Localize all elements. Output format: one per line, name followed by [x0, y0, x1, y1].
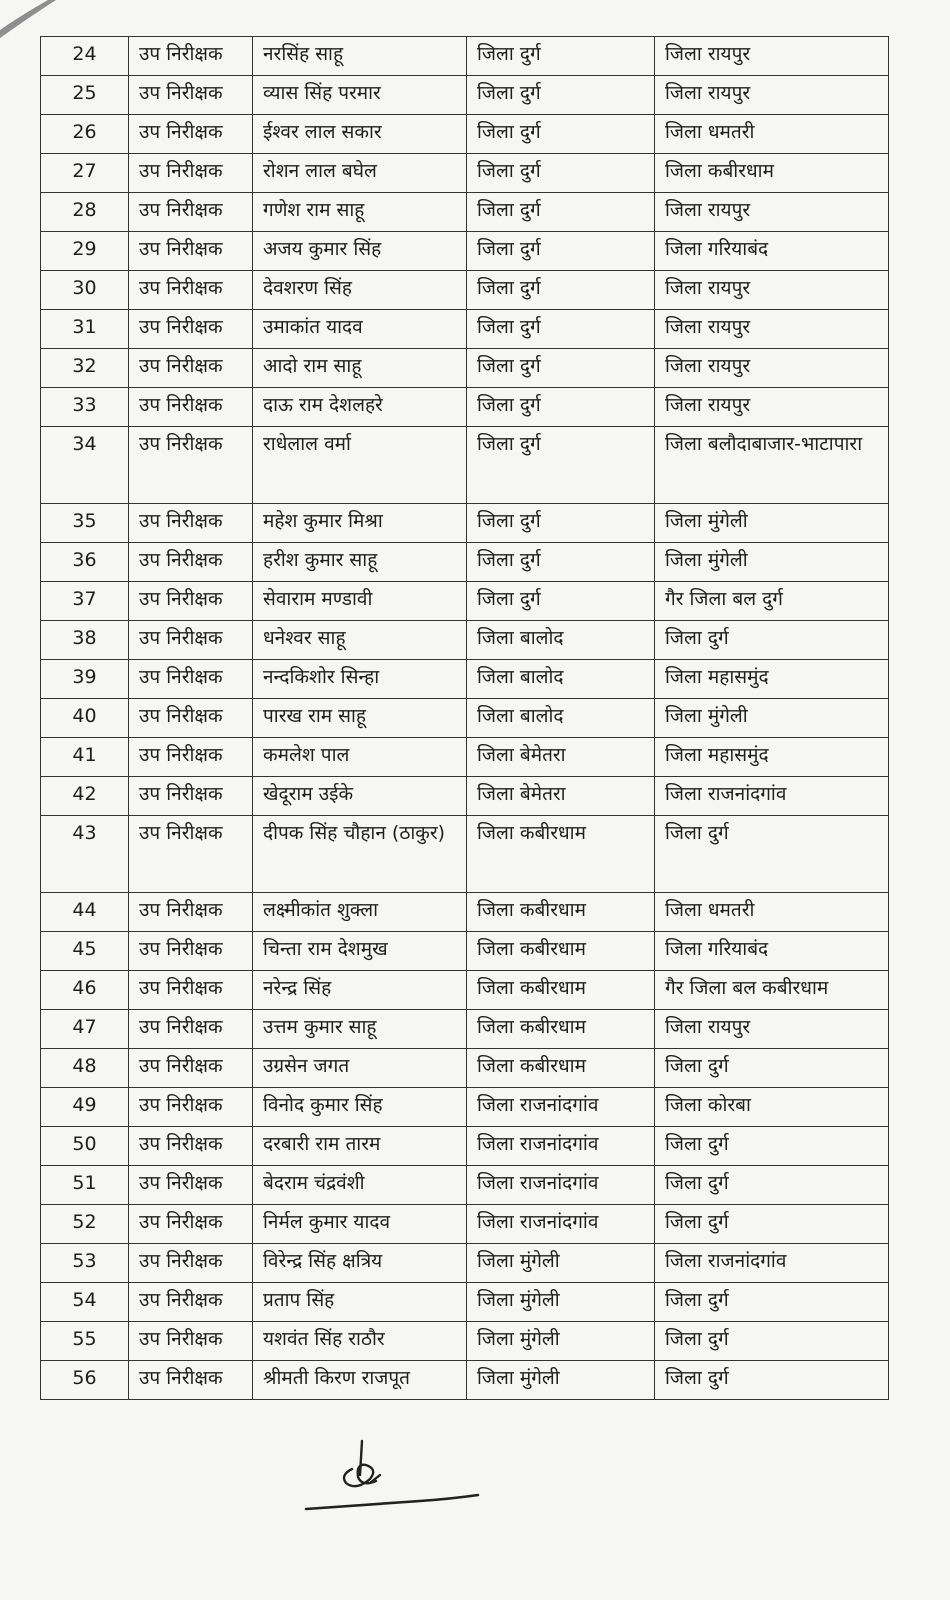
serial-number-cell: 33	[41, 388, 129, 427]
rank-cell: उप निरीक्षक	[129, 1361, 253, 1400]
table-row	[41, 427, 889, 504]
rank-cell: उप निरीक्षक	[129, 621, 253, 660]
serial-number-cell: 56	[41, 1361, 129, 1400]
serial-number-cell: 37	[41, 582, 129, 621]
rank-cell: उप निरीक्षक	[129, 427, 253, 504]
serial-number-cell: 52	[41, 1205, 129, 1244]
rank-cell: उप निरीक्षक	[129, 1244, 253, 1283]
officer-name-cell: निर्मल कुमार यादव	[253, 1205, 467, 1244]
table-row	[41, 1205, 889, 1244]
rank-cell: उप निरीक्षक	[129, 310, 253, 349]
serial-number-cell: 25	[41, 76, 129, 115]
officer-name-cell: यशवंत सिंह राठौर	[253, 1322, 467, 1361]
new-posting-cell: जिला कोरबा	[655, 1088, 889, 1127]
new-posting-cell: जिला दुर्ग	[655, 621, 889, 660]
table-row	[41, 271, 889, 310]
table-row	[41, 543, 889, 582]
serial-number-cell: 32	[41, 349, 129, 388]
new-posting-cell: जिला दुर्ग	[655, 1283, 889, 1322]
officer-name-cell: उग्रसेन जगत	[253, 1049, 467, 1088]
rank-cell: उप निरीक्षक	[129, 932, 253, 971]
current-posting-cell: जिला मुंगेली	[467, 1283, 655, 1322]
rank-cell: उप निरीक्षक	[129, 193, 253, 232]
table-row	[41, 1049, 889, 1088]
current-posting-cell: जिला बेमेतरा	[467, 738, 655, 777]
rank-cell: उप निरीक्षक	[129, 816, 253, 893]
serial-number-cell: 42	[41, 777, 129, 816]
rank-cell: उप निरीक्षक	[129, 154, 253, 193]
rank-cell: उप निरीक्षक	[129, 1322, 253, 1361]
new-posting-cell: जिला रायपुर	[655, 76, 889, 115]
table-row	[41, 582, 889, 621]
current-posting-cell: जिला मुंगेली	[467, 1244, 655, 1283]
table-row	[41, 1127, 889, 1166]
table-row	[41, 777, 889, 816]
table-row	[41, 504, 889, 543]
new-posting-cell: जिला कबीरधाम	[655, 154, 889, 193]
officer-name-cell: विरेन्द्र सिंह क्षत्रिय	[253, 1244, 467, 1283]
rank-cell: उप निरीक्षक	[129, 115, 253, 154]
rank-cell: उप निरीक्षक	[129, 1010, 253, 1049]
serial-number-cell: 53	[41, 1244, 129, 1283]
current-posting-cell: जिला कबीरधाम	[467, 971, 655, 1010]
table-row	[41, 816, 889, 893]
current-posting-cell: जिला दुर्ग	[467, 154, 655, 193]
serial-number-cell: 50	[41, 1127, 129, 1166]
current-posting-cell: जिला मुंगेली	[467, 1361, 655, 1400]
new-posting-cell: जिला मुंगेली	[655, 699, 889, 738]
current-posting-cell: जिला राजनांदगांव	[467, 1088, 655, 1127]
serial-number-cell: 26	[41, 115, 129, 154]
new-posting-cell: जिला दुर्ग	[655, 1322, 889, 1361]
table-row	[41, 893, 889, 932]
officer-name-cell: व्यास सिंह परमार	[253, 76, 467, 115]
new-posting-cell: जिला दुर्ग	[655, 816, 889, 893]
new-posting-cell: जिला राजनांदगांव	[655, 1244, 889, 1283]
officer-name-cell: कमलेश पाल	[253, 738, 467, 777]
rank-cell: उप निरीक्षक	[129, 543, 253, 582]
table-row	[41, 310, 889, 349]
table-row	[41, 76, 889, 115]
serial-number-cell: 29	[41, 232, 129, 271]
rank-cell: उप निरीक्षक	[129, 504, 253, 543]
officer-name-cell: श्रीमती किरण राजपूत	[253, 1361, 467, 1400]
current-posting-cell: जिला दुर्ग	[467, 193, 655, 232]
table-row	[41, 932, 889, 971]
transfer-list-body	[41, 37, 889, 1400]
current-posting-cell: जिला दुर्ग	[467, 582, 655, 621]
serial-number-cell: 38	[41, 621, 129, 660]
officer-name-cell: देवशरण सिंह	[253, 271, 467, 310]
new-posting-cell: जिला गरियाबंद	[655, 932, 889, 971]
table-row	[41, 621, 889, 660]
rank-cell: उप निरीक्षक	[129, 1205, 253, 1244]
table-row	[41, 154, 889, 193]
table-row	[41, 37, 889, 76]
table-row	[41, 699, 889, 738]
signature	[300, 1435, 500, 1525]
current-posting-cell: जिला राजनांदगांव	[467, 1166, 655, 1205]
transfer-list-table	[40, 36, 889, 1400]
officer-name-cell: राधेलाल वर्मा	[253, 427, 467, 504]
table-row	[41, 1283, 889, 1322]
rank-cell: उप निरीक्षक	[129, 738, 253, 777]
table-row	[41, 1088, 889, 1127]
new-posting-cell: गैर जिला बल दुर्ग	[655, 582, 889, 621]
new-posting-cell: जिला मुंगेली	[655, 504, 889, 543]
current-posting-cell: जिला मुंगेली	[467, 1322, 655, 1361]
current-posting-cell: जिला कबीरधाम	[467, 1010, 655, 1049]
table-row	[41, 738, 889, 777]
current-posting-cell: जिला बेमेतरा	[467, 777, 655, 816]
serial-number-cell: 36	[41, 543, 129, 582]
current-posting-cell: जिला दुर्ग	[467, 76, 655, 115]
rank-cell: उप निरीक्षक	[129, 777, 253, 816]
rank-cell: उप निरीक्षक	[129, 271, 253, 310]
officer-name-cell: पारख राम साहू	[253, 699, 467, 738]
new-posting-cell: जिला दुर्ग	[655, 1361, 889, 1400]
new-posting-cell: जिला महासमुंद	[655, 660, 889, 699]
serial-number-cell: 31	[41, 310, 129, 349]
officer-name-cell: सेवाराम मण्डावी	[253, 582, 467, 621]
serial-number-cell: 40	[41, 699, 129, 738]
table-row	[41, 232, 889, 271]
new-posting-cell: जिला रायपुर	[655, 37, 889, 76]
new-posting-cell: जिला रायपुर	[655, 310, 889, 349]
table-row	[41, 1244, 889, 1283]
officer-name-cell: उत्तम कुमार साहू	[253, 1010, 467, 1049]
new-posting-cell: जिला दुर्ग	[655, 1049, 889, 1088]
serial-number-cell: 54	[41, 1283, 129, 1322]
new-posting-cell: जिला राजनांदगांव	[655, 777, 889, 816]
new-posting-cell: गैर जिला बल कबीरधाम	[655, 971, 889, 1010]
new-posting-cell: जिला रायपुर	[655, 193, 889, 232]
officer-name-cell: चिन्ता राम देशमुख	[253, 932, 467, 971]
current-posting-cell: जिला दुर्ग	[467, 427, 655, 504]
rank-cell: उप निरीक्षक	[129, 349, 253, 388]
current-posting-cell: जिला कबीरधाम	[467, 1049, 655, 1088]
serial-number-cell: 46	[41, 971, 129, 1010]
serial-number-cell: 45	[41, 932, 129, 971]
officer-name-cell: धनेश्वर साहू	[253, 621, 467, 660]
serial-number-cell: 49	[41, 1088, 129, 1127]
officer-name-cell: लक्ष्मीकांत शुक्ला	[253, 893, 467, 932]
rank-cell: उप निरीक्षक	[129, 582, 253, 621]
new-posting-cell: जिला महासमुंद	[655, 738, 889, 777]
table-row	[41, 388, 889, 427]
officer-name-cell: उमाकांत यादव	[253, 310, 467, 349]
officer-name-cell: दाऊ राम देशलहरे	[253, 388, 467, 427]
current-posting-cell: जिला बालोद	[467, 699, 655, 738]
officer-name-cell: खेदूराम उईके	[253, 777, 467, 816]
current-posting-cell: जिला दुर्ग	[467, 37, 655, 76]
rank-cell: उप निरीक्षक	[129, 388, 253, 427]
rank-cell: उप निरीक्षक	[129, 971, 253, 1010]
officer-name-cell: अजय कुमार सिंह	[253, 232, 467, 271]
page-corner-mark	[0, 0, 60, 40]
current-posting-cell: जिला दुर्ग	[467, 115, 655, 154]
serial-number-cell: 30	[41, 271, 129, 310]
current-posting-cell: जिला कबीरधाम	[467, 932, 655, 971]
current-posting-cell: जिला बालोद	[467, 660, 655, 699]
serial-number-cell: 51	[41, 1166, 129, 1205]
table-row	[41, 193, 889, 232]
new-posting-cell: जिला गरियाबंद	[655, 232, 889, 271]
officer-name-cell: आदो राम साहू	[253, 349, 467, 388]
table-row	[41, 1010, 889, 1049]
serial-number-cell: 47	[41, 1010, 129, 1049]
new-posting-cell: जिला बलौदाबाजार-भाटापारा	[655, 427, 889, 504]
rank-cell: उप निरीक्षक	[129, 1166, 253, 1205]
serial-number-cell: 39	[41, 660, 129, 699]
rank-cell: उप निरीक्षक	[129, 1283, 253, 1322]
table-row	[41, 1322, 889, 1361]
current-posting-cell: जिला राजनांदगांव	[467, 1127, 655, 1166]
table-row	[41, 660, 889, 699]
rank-cell: उप निरीक्षक	[129, 1088, 253, 1127]
rank-cell: उप निरीक्षक	[129, 1127, 253, 1166]
officer-name-cell: गणेश राम साहू	[253, 193, 467, 232]
serial-number-cell: 55	[41, 1322, 129, 1361]
table-row	[41, 349, 889, 388]
officer-name-cell: हरीश कुमार साहू	[253, 543, 467, 582]
serial-number-cell: 35	[41, 504, 129, 543]
officer-name-cell: प्रताप सिंह	[253, 1283, 467, 1322]
current-posting-cell: जिला कबीरधाम	[467, 893, 655, 932]
serial-number-cell: 44	[41, 893, 129, 932]
current-posting-cell: जिला दुर्ग	[467, 388, 655, 427]
serial-number-cell: 27	[41, 154, 129, 193]
officer-name-cell: नरेन्द्र सिंह	[253, 971, 467, 1010]
rank-cell: उप निरीक्षक	[129, 699, 253, 738]
officer-name-cell: दरबारी राम तारम	[253, 1127, 467, 1166]
new-posting-cell: जिला दुर्ग	[655, 1166, 889, 1205]
rank-cell: उप निरीक्षक	[129, 1049, 253, 1088]
table-row	[41, 1166, 889, 1205]
table-row	[41, 115, 889, 154]
officer-name-cell: विनोद कुमार सिंह	[253, 1088, 467, 1127]
new-posting-cell: जिला मुंगेली	[655, 543, 889, 582]
new-posting-cell: जिला दुर्ग	[655, 1127, 889, 1166]
current-posting-cell: जिला दुर्ग	[467, 271, 655, 310]
current-posting-cell: जिला दुर्ग	[467, 232, 655, 271]
serial-number-cell: 24	[41, 37, 129, 76]
new-posting-cell: जिला दुर्ग	[655, 1205, 889, 1244]
serial-number-cell: 41	[41, 738, 129, 777]
current-posting-cell: जिला बालोद	[467, 621, 655, 660]
officer-name-cell: ईश्वर लाल सकार	[253, 115, 467, 154]
current-posting-cell: जिला दुर्ग	[467, 504, 655, 543]
serial-number-cell: 28	[41, 193, 129, 232]
current-posting-cell: जिला दुर्ग	[467, 543, 655, 582]
new-posting-cell: जिला धमतरी	[655, 893, 889, 932]
rank-cell: उप निरीक्षक	[129, 37, 253, 76]
serial-number-cell: 43	[41, 816, 129, 893]
rank-cell: उप निरीक्षक	[129, 660, 253, 699]
officer-name-cell: नन्दकिशोर सिन्हा	[253, 660, 467, 699]
officer-name-cell: नरसिंह साहू	[253, 37, 467, 76]
new-posting-cell: जिला रायपुर	[655, 349, 889, 388]
current-posting-cell: जिला दुर्ग	[467, 349, 655, 388]
officer-name-cell: महेश कुमार मिश्रा	[253, 504, 467, 543]
rank-cell: उप निरीक्षक	[129, 232, 253, 271]
new-posting-cell: जिला रायपुर	[655, 388, 889, 427]
new-posting-cell: जिला रायपुर	[655, 1010, 889, 1049]
officer-name-cell: बेदराम चंद्रवंशी	[253, 1166, 467, 1205]
new-posting-cell: जिला रायपुर	[655, 271, 889, 310]
current-posting-cell: जिला दुर्ग	[467, 310, 655, 349]
rank-cell: उप निरीक्षक	[129, 893, 253, 932]
officer-name-cell: रोशन लाल बघेल	[253, 154, 467, 193]
serial-number-cell: 34	[41, 427, 129, 504]
new-posting-cell: जिला धमतरी	[655, 115, 889, 154]
current-posting-cell: जिला कबीरधाम	[467, 816, 655, 893]
current-posting-cell: जिला राजनांदगांव	[467, 1205, 655, 1244]
serial-number-cell: 48	[41, 1049, 129, 1088]
officer-name-cell: दीपक सिंह चौहान (ठाकुर)	[253, 816, 467, 893]
table-row	[41, 1361, 889, 1400]
rank-cell: उप निरीक्षक	[129, 76, 253, 115]
table-row	[41, 971, 889, 1010]
